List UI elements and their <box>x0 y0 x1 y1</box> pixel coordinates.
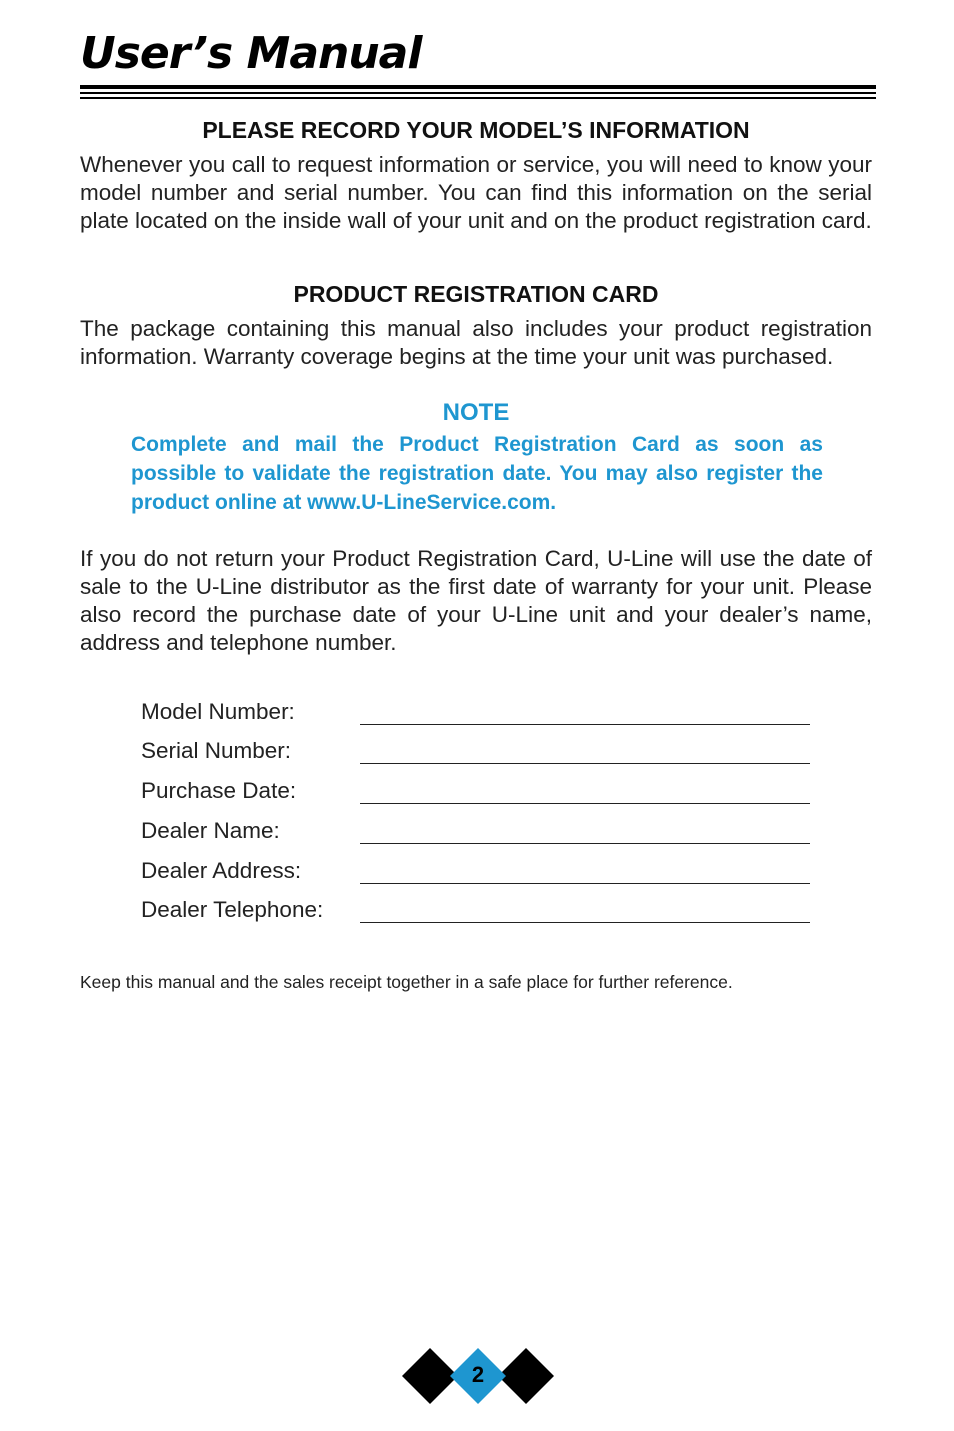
field-label: Dealer Name: <box>141 818 280 843</box>
field-label: Dealer Telephone: <box>141 897 324 922</box>
field-dealer-name <box>141 818 821 848</box>
field-dealer-address <box>141 858 821 888</box>
fill-in-line <box>360 763 810 764</box>
fill-in-line <box>360 843 810 844</box>
field-dealer-telephone <box>141 897 821 927</box>
field-model-number <box>141 699 821 729</box>
fill-in-line <box>360 922 810 923</box>
section-body-model-info: Whenever you call to request information or service, you will need to know your model number and serial number. You can find this information on the serial plate located on the inside wall of your unit and on the product registration card. <box>80 152 872 233</box>
warranty-paragraph: If you do not return your Product Registration Card, U-Line will use the date of sale to the U-Line distributor as the first date of warranty for your unit. Please also record the purchase date of your U-Line unit and your dealer’s name, address and telephone number. <box>80 546 872 655</box>
title-rule-middle <box>80 92 876 94</box>
fill-in-line <box>360 883 810 884</box>
fill-in-line <box>360 803 810 804</box>
fill-in-line <box>360 724 810 725</box>
field-label: Model Number: <box>141 699 295 724</box>
note-body: Complete and mail the Product Registration Card as soon as possible to validate the registration date. You may also register the product online at www.U-LineService.com. <box>131 433 823 514</box>
page-number-badge <box>402 1348 554 1404</box>
title-rule-thin <box>80 97 876 99</box>
section-body-registration: The package containing this manual also includes your product registration information. Warranty coverage begins at the time your unit was purchased. <box>80 316 872 369</box>
field-label: Serial Number: <box>141 738 292 763</box>
field-serial-number <box>141 738 821 768</box>
section-heading-model-info: PLEASE RECORD YOUR MODEL’S INFORMATION <box>202 117 750 143</box>
section-heading-registration: PRODUCT REGISTRATION CARD <box>293 281 659 307</box>
note-heading: NOTE <box>442 399 510 426</box>
field-purchase-date <box>141 778 821 808</box>
field-label: Purchase Date: <box>141 778 297 803</box>
footer-note: Keep this manual and the sales receipt together in a safe place for further reference. <box>80 972 733 992</box>
page-title: User’s Manual <box>80 28 422 79</box>
field-label: Dealer Address: <box>141 858 302 883</box>
page-number: 2 <box>471 1362 485 1387</box>
title-rule-thick <box>80 85 876 89</box>
